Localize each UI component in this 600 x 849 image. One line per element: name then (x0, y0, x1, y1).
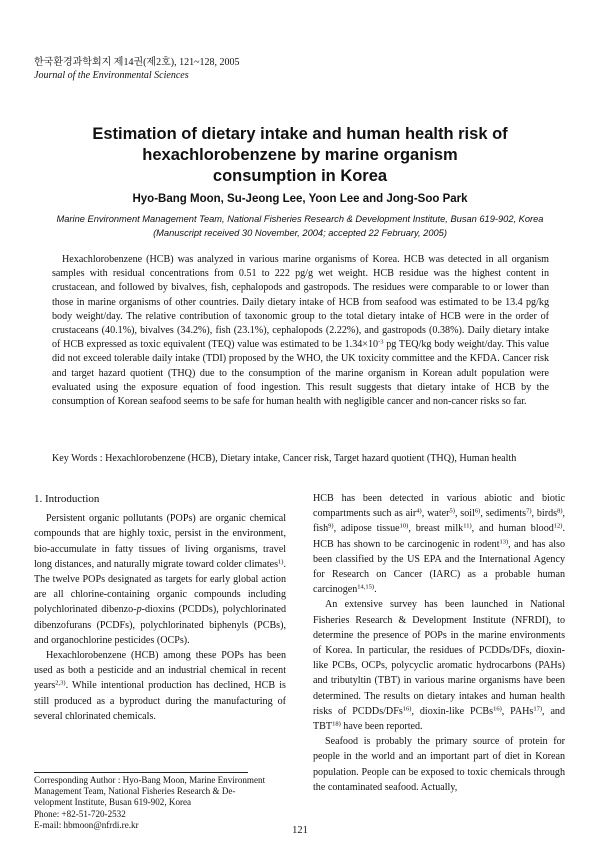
citation-ref: 2,3) (55, 679, 66, 687)
footnote-phone: Phone: +82-51-720-2532 (34, 808, 126, 819)
abstract-part-2: pg TEQ/kg body weight/day. This value did not exceed tolerable daily intake (TDI) proposed by the WHO, the UK toxicity committee and the KFDA. Cancer risk and target hazard quotient (THQ) due to the consumption of the marine organism in Korean adult population were evaluated using the exposure equation of food ingestion. This result suggests that dietary intake of HCB by the consumption of Korean seafood seems to be safe for human health with negligible cancer and non-cancer risks so far. (52, 339, 549, 408)
manuscript-dates: (Manuscript received 30 November, 2004; accepted 22 February, 2005) (153, 228, 447, 238)
footnote-line: Management Team, National Fisheries Research & De- (34, 786, 236, 797)
keywords: Key Words : Hexachlorobenzene (HCB), Dietary intake, Cancer risk, Target hazard quotient (THQ), Human health (52, 453, 517, 464)
footnote-divider (34, 772, 248, 773)
intro-paragraph-2: Hexachlorobenzene (HCB) among these POPs has been used as both a pesticide and an industrial chemical in recent years$^{2,3)}$. While intentional production has declined, HCB is still produced as a byproduct during the manufacturing of several chlorinated chemicals. (34, 650, 286, 722)
right-column (313, 491, 565, 795)
footnote-email: E-mail: hbmoon@nfrdi.re.kr (34, 819, 139, 830)
footnote-line: Corresponding Author : Hyo-Bang Moon, Marine Environment (34, 775, 266, 785)
affiliation-block (40, 212, 560, 240)
section-heading-introduction: 1. Introduction (34, 493, 100, 505)
right-paragraph-3: Seafood is probably the primary source of protein for people in the world and an important part of diet in Korean population. People can be exposed to toxic chemicals through the contaminated seafood. Actually, (313, 736, 565, 793)
journal-header (34, 56, 240, 82)
right-paragraph-2: An extensive survey has been launched in National Fisheries Research & Development Institute (NFRDI), to determine the presence of POPs in the marine environments of Korea. In particular, the residues of PCDDs/DFs, dioxin-like PCBs, OCPs, polycyclic aromatic hydrocarbons (PAHs) and tributyltin (TBT) in various marine organisms have been determined. The results on dietary intakes and human health risks of PCDDs/DFs$^{16)}$, dioxin-like PCBs$^{16)}$, PAHs$^{17)}$, and TBT$^{18)}$ have been reported. (313, 599, 566, 733)
journal-name: Journal of the Environmental Sciences (34, 70, 189, 81)
citation-ref: 1) (278, 558, 284, 566)
intro-paragraph-1: Persistent organic pollutants (POPs) are organic chemical compounds that are highly toxic, persist in the environment, bio-accumulate in fatty tissues of living organisms, travel long distances, and naturally migrate toward colder climates$^{1)}$. The twelve POPs designated as targets for early global action are all chlorine-containing organic compounds including polychlorinated dibenzo-p-dioxins (PCDDs), polychlorinated dibenzofurans (PCDFs), polychlorinated biphenyls (PCBs), and organochlorine pesticides (OCPs). (34, 513, 286, 646)
page-number: 121 (292, 825, 308, 836)
footnote-line: velopment Institute, Busan 619-902, Korea (34, 797, 192, 808)
title-line-1: Estimation of dietary intake and human health risk of (92, 125, 508, 143)
corresponding-author-footnote (34, 775, 294, 831)
title-line-2: hexachlorobenzene by marine organism (142, 146, 458, 164)
journal-citation: 한국환경과학회지 제14권(제2호), 121~128, 2005 (34, 57, 240, 68)
right-paragraph-1: HCB has been detected in various abiotic and biotic compartments such as air$^{4)}$, water$^{5)}$, soil$^{6)}$, sediments$^{7)}$, birds$^{8)}$, fish$^{9)}$, adipose tissue$^{10)}$, breast milk$^{11)}$, and human blood$^{12)}$. HCB has shown to be carcinogenic in rodent$^{13)}$, and has also been classified by the US EPA and the International Agency for Research on Cancer (IARC) as a probable human carcinogen$^{14,15)}$. (313, 493, 566, 596)
abstract-part-1: Hexachlorobenzene (HCB) was analyzed in various marine organisms of Korea. HCB was detected in all organism samples with residual concentrations from 0.51 to 222 pg/g wet weight. HCB residue was the highest content in crustacean, and followed by bivalves, fish, cephalopods and gastropods. The residues were comparable to or lower than those in marine organisms of other countries. Daily dietary intake of HCB from seafood was estimated to be 13.4 pg/kg body weight/day. The relative contribution of taxonomic group to the total dietary intake of HCB were in the order of crustaceans (40.1%), bivalves (34.2%), fish (23.1%), cephalopods (2.22%), and gastropods (0.38%). Daily dietary intake of HCB expressed as toxic equivalent (TEQ) value was estimated to be 1.34×10 (52, 254, 549, 351)
affiliation: Marine Environment Management Team, National Fisheries Research & Development Institute, Busan 619-902, Korea (56, 214, 544, 224)
abstract (52, 253, 549, 409)
author-list: Hyo-Bang Moon, Su-Jeong Lee, Yoon Lee and Jong-Soo Park (132, 193, 468, 205)
abstract-exponent: -3 (378, 338, 384, 346)
paper-title (40, 124, 560, 187)
left-column (34, 492, 286, 724)
title-line-3: consumption in Korea (212, 167, 388, 185)
